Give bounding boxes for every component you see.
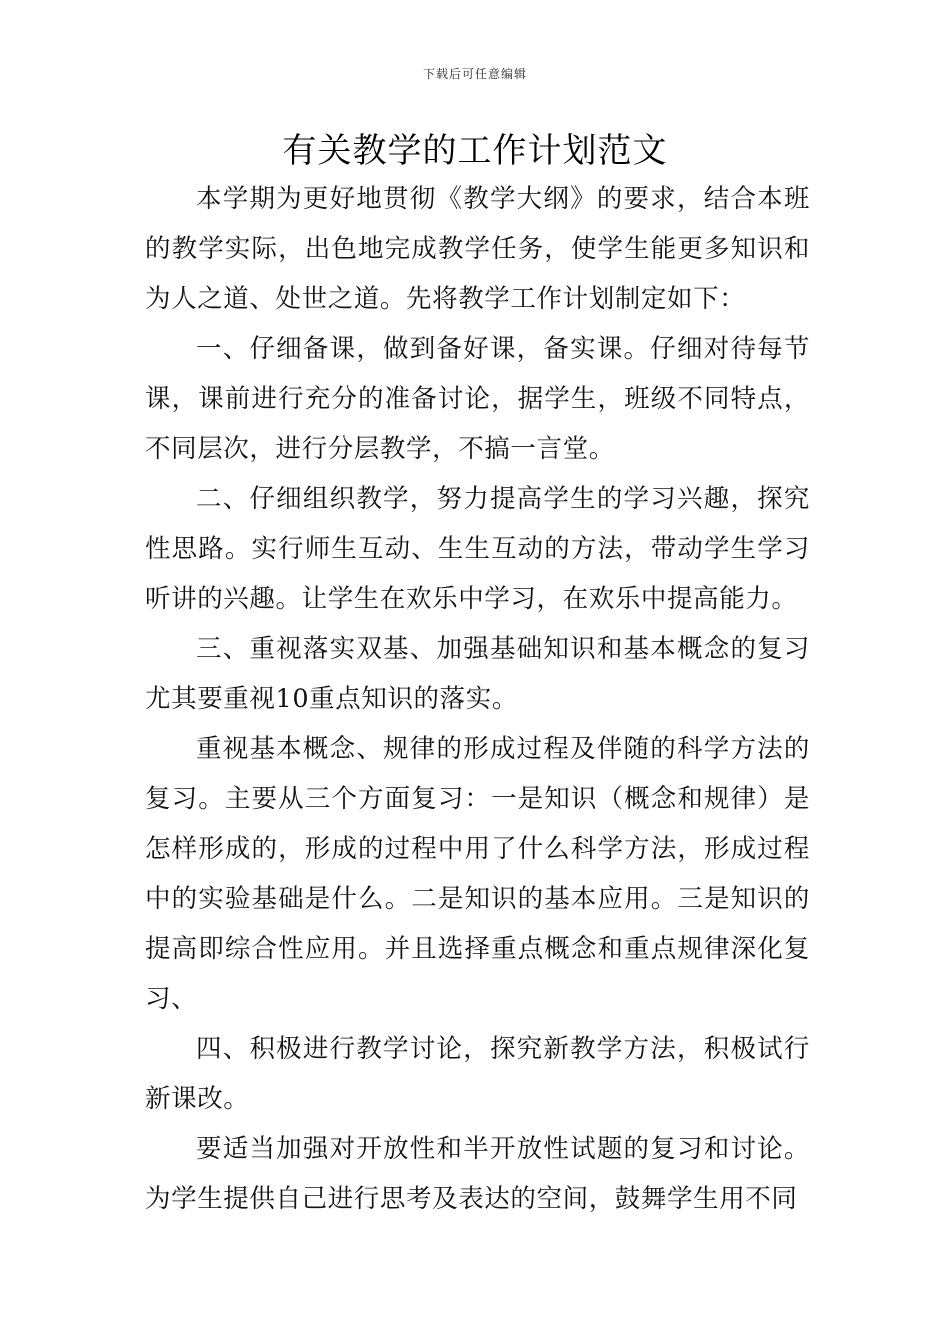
paragraph-item-1: 一、仔细备课，做到备好课，备实课。仔细对待每节课，课前进行充分的准备讨论，据学生，班级不同特点，不同层次，进行分层教学，不搞一言堂。 [145,334,810,464]
paragraph-item-3: 三、重视落实双基、加强基础知识和基本概念的复习尤其要重视10重点知识的落实。 [145,634,810,714]
paragraph-item-2: 二、仔细组织教学，努力提高学生的学习兴趣，探究性思路。实行师生互动、生生互动的方法，带动学生学习听讲的兴趣。让学生在欢乐中学习，在欢乐中提高能力。 [145,484,810,614]
document-title: 有关教学的工作计划范文 [282,131,668,171]
document-body [145,174,810,1224]
paragraph-intro: 本学期为更好地贯彻《教学大纲》的要求，结合本班的教学实际，出色地完成教学任务，使学生能更多知识和为人之道、处世之道。先将教学工作计划制定如下： [145,184,810,314]
header-note: 下载后可任意编辑 [422,67,527,81]
paragraph-open-questions: 要适当加强对开放性和半开放性试题的复习和讨论。为学生提供自己进行思考及表达的空间，鼓舞学生用不同 [145,1134,810,1214]
paragraph-item-4: 四、积极进行教学讨论，探究新教学方法，积极试行新课改。 [145,1034,810,1114]
paragraph-review-methods: 重视基本概念、规律的形成过程及伴随的科学方法的复习。主要从三个方面复习：一是知识（概念和规律）是怎样形成的，形成的过程中用了什么科学方法，形成过程中的实验基础是什么。二是知识的基本应用。三是知识的提高即综合性应用。并且选择重点概念和重点规律深化复习、 [145,734,810,1014]
